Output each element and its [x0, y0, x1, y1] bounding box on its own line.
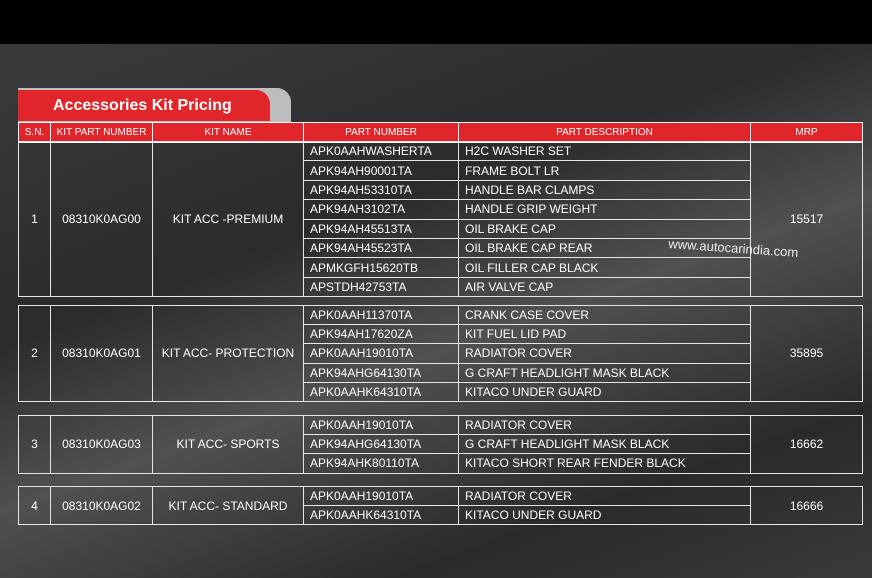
page-title: Accessories Kit Pricing: [18, 90, 270, 121]
table-row: [19, 142, 863, 161]
part-number: APK94AH53310TA: [304, 180, 459, 199]
part-description: HANDLE GRIP WEIGHT: [459, 200, 751, 219]
part-number: APK94AHG64130TA: [304, 363, 459, 382]
kit-name: KIT ACC- STANDARD: [153, 487, 304, 525]
part-number: APK0AAH19010TA: [304, 416, 459, 435]
kit-table: [18, 141, 863, 297]
kit-part-number: 08310K0AG02: [51, 487, 153, 525]
kit-name: KIT ACC- PROTECTION: [153, 306, 304, 402]
kit-sn: 1: [19, 142, 51, 297]
kit-table: [18, 415, 863, 474]
part-number: APK0AAHWASHERTA: [304, 142, 459, 161]
part-number: APK0AAHK64310TA: [304, 506, 459, 525]
part-number: APK94AHG64130TA: [304, 435, 459, 454]
kit-sn: 3: [19, 416, 51, 474]
part-description: RADIATOR COVER: [459, 487, 751, 506]
part-description: H2C WASHER SET: [459, 142, 751, 161]
header-kit-name: KIT NAME: [153, 123, 304, 143]
header-part-description: PART DESCRIPTION: [459, 123, 751, 143]
part-number: APMKGFH15620TB: [304, 258, 459, 277]
kit-sn: 2: [19, 306, 51, 402]
table-row: [19, 306, 863, 325]
part-description: KITACO UNDER GUARD: [459, 506, 751, 525]
part-description: RADIATOR COVER: [459, 344, 751, 363]
watermark: www.autocarindia.com: [667, 236, 799, 261]
part-description: HANDLE BAR CLAMPS: [459, 180, 751, 199]
kit-mrp: 15517: [751, 142, 863, 297]
kit-sn: 4: [19, 487, 51, 525]
part-description: OIL BRAKE CAP: [459, 219, 751, 238]
part-description: KITACO UNDER GUARD: [459, 382, 751, 401]
part-number: APK0AAH19010TA: [304, 487, 459, 506]
part-number: APK94AH90001TA: [304, 161, 459, 180]
kit-part-number: 08310K0AG01: [51, 306, 153, 402]
kit-part-number: 08310K0AG03: [51, 416, 153, 474]
part-description: AIR VALVE CAP: [459, 277, 751, 296]
header-mrp: MRP: [751, 123, 863, 143]
kit-name: KIT ACC -PREMIUM: [153, 142, 304, 297]
kit-mrp: 16662: [751, 416, 863, 474]
table-header: [18, 122, 863, 143]
part-description: G CRAFT HEADLIGHT MASK BLACK: [459, 363, 751, 382]
header-kit-part-number: KIT PART NUMBER: [51, 123, 153, 143]
table-row: [19, 416, 863, 435]
part-description: OIL BRAKE CAP REAR: [459, 238, 751, 257]
part-number: APSTDH42753TA: [304, 277, 459, 296]
part-number: APK94AH45513TA: [304, 219, 459, 238]
part-number: APK94AH45523TA: [304, 238, 459, 257]
table-row: [19, 487, 863, 506]
part-number: APK94AHK80110TA: [304, 454, 459, 473]
part-number: APK0AAH19010TA: [304, 344, 459, 363]
part-description: RADIATOR COVER: [459, 416, 751, 435]
part-description: KIT FUEL LID PAD: [459, 325, 751, 344]
part-number: APK94AH17620ZA: [304, 325, 459, 344]
part-number: APK0AAH11370TA: [304, 306, 459, 325]
part-number: APK0AAHK64310TA: [304, 382, 459, 401]
header-part-number: PART NUMBER: [304, 123, 459, 143]
kit-table: [18, 486, 863, 525]
kit-name: KIT ACC- SPORTS: [153, 416, 304, 474]
header-sn: S.N.: [19, 123, 51, 143]
kit-mrp: 35895: [751, 306, 863, 402]
kit-part-number: 08310K0AG00: [51, 142, 153, 297]
kit-table: [18, 305, 863, 402]
part-description: FRAME BOLT LR: [459, 161, 751, 180]
part-description: KITACO SHORT REAR FENDER BLACK: [459, 454, 751, 473]
kit-mrp: 16666: [751, 487, 863, 525]
part-description: CRANK CASE COVER: [459, 306, 751, 325]
part-number: APK94AH3102TA: [304, 200, 459, 219]
part-description: OIL FILLER CAP BLACK: [459, 258, 751, 277]
part-description: G CRAFT HEADLIGHT MASK BLACK: [459, 435, 751, 454]
